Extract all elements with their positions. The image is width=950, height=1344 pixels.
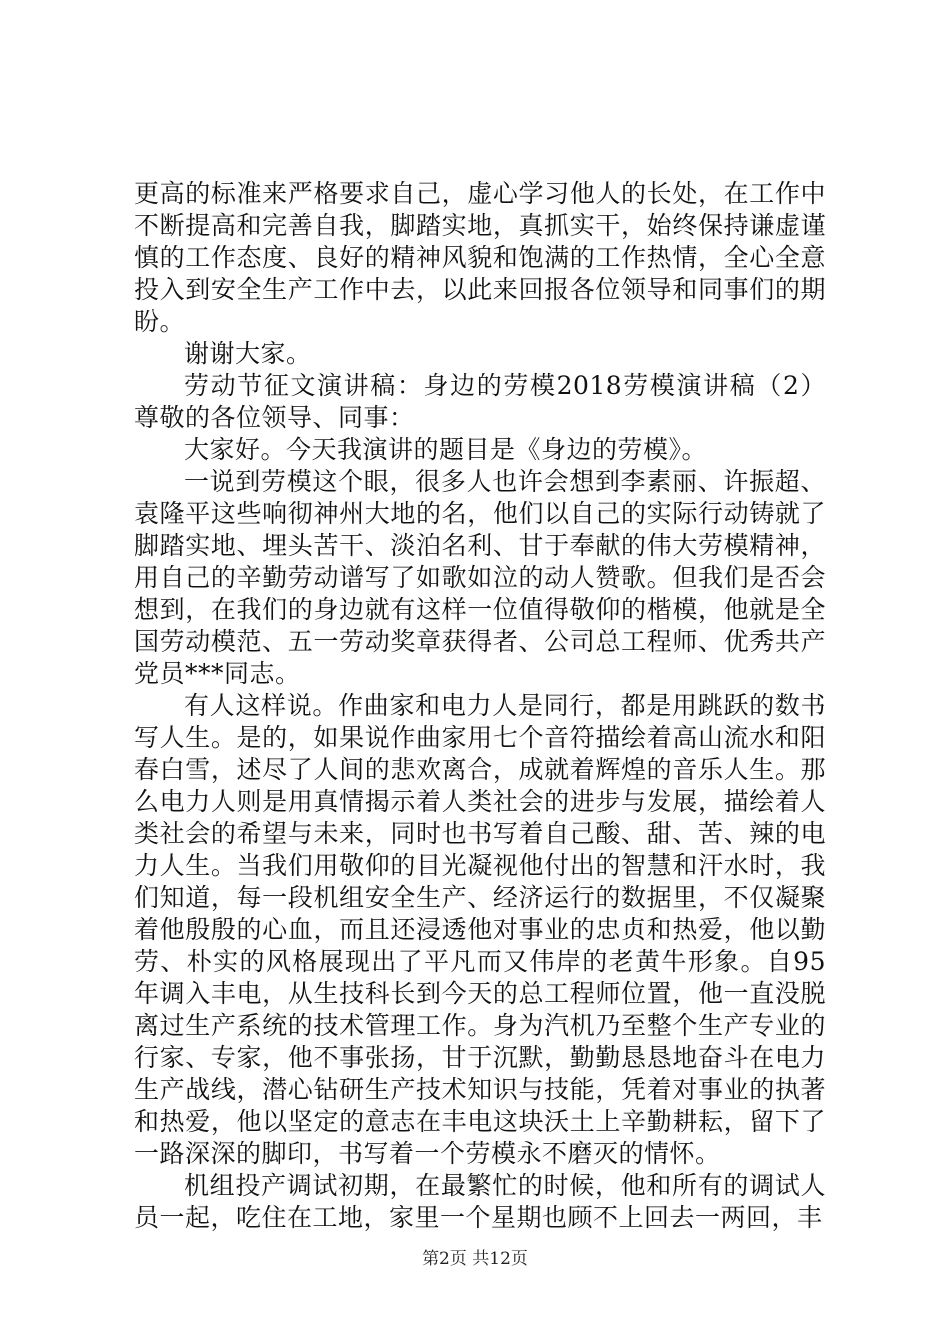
paragraph-thanks: 谢谢大家。: [184, 339, 312, 368]
document-body: [134, 178, 826, 1234]
paragraph-body: 有人这样说。作曲家和电力人是同行，都是用跳跃的数书写人生。是的，如果说作曲家用七个音符描绘着高山流水和阳春白雪，述尽了人间的悲欢离合，成就着辉煌的音乐人生。那么电力人则是用真情揭示着人类社会的进步与发展，描绘着人类社会的希望与未来，同时也书写着自己酸、甜、苦、辣的电力人生。当我们用敬仰的目光凝视他付出的智慧和汗水时，我们知道，每一段机组安全生产、经济运行的数据里，不仅凝聚着他殷殷的心血，而且还浸透他对事业的忠贞和热爱，他以勤劳、朴实的风格展现出了平凡而又伟岸的老黄牛形象。自95年调入丰电，从生技科长到今天的总工程师位置，他一直没脱离过生产系统的技术管理工作。身为汽机乃至整个生产专业的行家、专家，他不事张扬，甘于沉默，勤勤恳恳地奋斗在电力生产战线，潜心钻研生产技术知识与技能，凭着对事业的执著和热爱，他以坚定的意志在丰电这块沃土上辛勤耕耘，留下了一路深深的脚印，书写着一个劳模永不磨灭的情怀。: [134, 691, 826, 1168]
paragraph-speech-title: 大家好。今天我演讲的题目是《身边的劳模》。: [184, 435, 708, 464]
paragraph-body: 机组投产调试初期，在最繁忙的时候，他和所有的调试人员一起，吃住在工地，家里一个星期也顾不上回去一两回，丰: [134, 1171, 826, 1232]
page-number-footer: 第2页 共12页: [422, 1249, 528, 1269]
paragraph-heading-greeting: 劳动节征文演讲稿：身边的劳模2018劳模演讲稿（2）尊敬的各位领导、同事：: [134, 371, 826, 432]
paragraph-continuation: 更高的标准来严格要求自己，虚心学习他人的长处，在工作中不断提高和完善自我，脚踏实地，真抓实干，始终保持谦虚谨慎的工作态度、良好的精神风貌和饱满的工作热情，全心全意投入到安全生产工作中去，以此来回报各位领导和同事们的期盼。: [134, 179, 826, 336]
paragraph-body: 一说到劳模这个眼，很多人也许会想到李素丽、许振超、袁隆平这些响彻神州大地的名，他们以自己的实际行动铸就了脚踏实地、埋头苦干、淡泊名利、甘于奉献的伟大劳模精神，用自己的辛勤劳动谱写了如歌如泣的动人赞歌。但我们是否会想到，在我们的身边就有这样一位值得敬仰的楷模，他就是全国劳动模范、五一劳动奖章获得者、公司总工程师、优秀共产党员***同志。: [134, 467, 826, 688]
